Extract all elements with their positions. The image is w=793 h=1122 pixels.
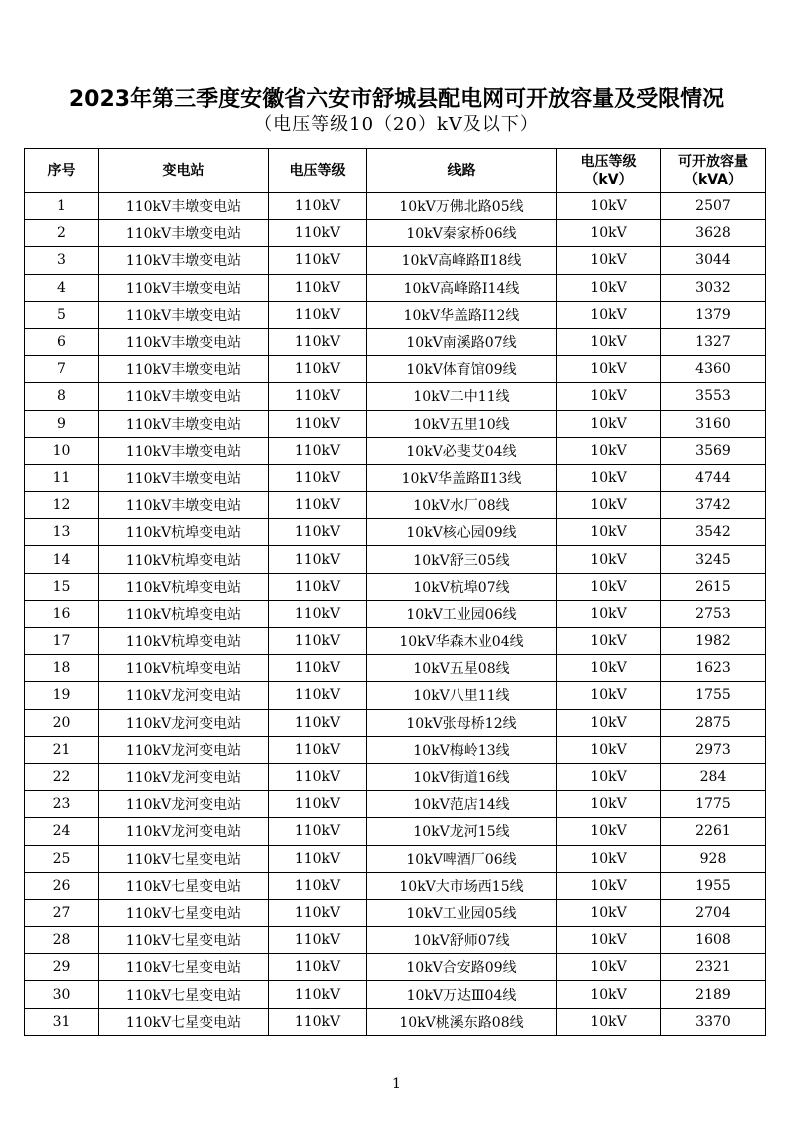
cell-substation: 110kV龙河变电站 (99, 791, 269, 818)
cell-capacity: 1608 (661, 927, 766, 954)
cell-index: 11 (25, 464, 99, 491)
table-row (25, 845, 766, 872)
cell-index: 14 (25, 546, 99, 573)
cell-substation: 110kV杭埠变电站 (99, 519, 269, 546)
cell-capacity: 4360 (661, 356, 766, 383)
cell-voltage: 110kV (269, 492, 367, 519)
cell-line: 10kV大市场西15线 (367, 872, 557, 899)
header-line-voltage-unit: （kV） (584, 171, 633, 188)
cell-index: 6 (25, 328, 99, 355)
cell-capacity: 3569 (661, 437, 766, 464)
cell-voltage: 110kV (269, 763, 367, 790)
cell-substation: 110kV丰墩变电站 (99, 220, 269, 247)
header-capacity-unit: （kVA） (683, 171, 743, 188)
cell-line: 10kV华盖路Ⅰ12线 (367, 301, 557, 328)
cell-voltage: 110kV (269, 845, 367, 872)
document-title: 2023年第三季度安徽省六安市舒城县配电网可开放容量及受限情况 (68, 87, 725, 112)
cell-capacity: 284 (661, 763, 766, 790)
cell-capacity: 1955 (661, 872, 766, 899)
cell-index: 19 (25, 682, 99, 709)
cell-index: 27 (25, 899, 99, 926)
cell-capacity: 1775 (661, 791, 766, 818)
cell-index: 17 (25, 628, 99, 655)
cell-voltage: 110kV (269, 247, 367, 274)
cell-voltage: 110kV (269, 437, 367, 464)
table-row (25, 573, 766, 600)
table-row (25, 519, 766, 546)
cell-line-voltage: 10kV (557, 954, 661, 981)
cell-capacity: 3553 (661, 383, 766, 410)
cell-voltage: 110kV (269, 383, 367, 410)
cell-substation: 110kV七星变电站 (99, 927, 269, 954)
cell-line: 10kV二中11线 (367, 383, 557, 410)
table-row (25, 682, 766, 709)
cell-line-voltage: 10kV (557, 682, 661, 709)
table-row (25, 301, 766, 328)
table-row (25, 193, 766, 220)
cell-capacity: 2704 (661, 899, 766, 926)
cell-substation: 110kV龙河变电站 (99, 763, 269, 790)
cell-line-voltage: 10kV (557, 763, 661, 790)
cell-substation: 110kV丰墩变电站 (99, 301, 269, 328)
cell-line: 10kV高峰路Ⅰ14线 (367, 274, 557, 301)
header-row (25, 149, 766, 193)
cell-line: 10kV核心园09线 (367, 519, 557, 546)
cell-capacity: 1623 (661, 655, 766, 682)
cell-voltage: 110kV (269, 682, 367, 709)
cell-capacity: 928 (661, 845, 766, 872)
cell-index: 3 (25, 247, 99, 274)
cell-line-voltage: 10kV (557, 492, 661, 519)
cell-voltage: 110kV (269, 328, 367, 355)
cell-substation: 110kV丰墩变电站 (99, 193, 269, 220)
cell-line-voltage: 10kV (557, 845, 661, 872)
cell-line: 10kV水厂08线 (367, 492, 557, 519)
header-line-voltage (557, 149, 661, 193)
cell-line-voltage: 10kV (557, 301, 661, 328)
cell-line: 10kV舒三05线 (367, 546, 557, 573)
cell-line-voltage: 10kV (557, 600, 661, 627)
cell-substation: 110kV丰墩变电站 (99, 328, 269, 355)
table-row (25, 954, 766, 981)
cell-index: 8 (25, 383, 99, 410)
table-row (25, 410, 766, 437)
table-row (25, 927, 766, 954)
cell-line: 10kV体育馆09线 (367, 356, 557, 383)
cell-line-voltage: 10kV (557, 247, 661, 274)
cell-index: 15 (25, 573, 99, 600)
cell-capacity: 2321 (661, 954, 766, 981)
cell-voltage: 110kV (269, 628, 367, 655)
cell-line: 10kV范店14线 (367, 791, 557, 818)
cell-voltage: 110kV (269, 519, 367, 546)
cell-line: 10kV合安路09线 (367, 954, 557, 981)
cell-line-voltage: 10kV (557, 410, 661, 437)
cell-line: 10kV秦家桥06线 (367, 220, 557, 247)
cell-voltage: 110kV (269, 220, 367, 247)
cell-capacity: 3032 (661, 274, 766, 301)
cell-substation: 110kV杭埠变电站 (99, 546, 269, 573)
cell-capacity: 1327 (661, 328, 766, 355)
table-body (25, 193, 766, 1036)
table-row (25, 328, 766, 355)
cell-index: 7 (25, 356, 99, 383)
cell-line-voltage: 10kV (557, 274, 661, 301)
cell-substation: 110kV杭埠变电站 (99, 655, 269, 682)
cell-line-voltage: 10kV (557, 193, 661, 220)
cell-voltage: 110kV (269, 546, 367, 573)
cell-index: 18 (25, 655, 99, 682)
cell-line-voltage: 10kV (557, 899, 661, 926)
cell-line: 10kV万达Ⅲ04线 (367, 981, 557, 1008)
cell-line: 10kV啤酒厂06线 (367, 845, 557, 872)
cell-index: 24 (25, 818, 99, 845)
cell-substation: 110kV七星变电站 (99, 872, 269, 899)
table-row (25, 492, 766, 519)
cell-index: 23 (25, 791, 99, 818)
cell-line-voltage: 10kV (557, 328, 661, 355)
cell-index: 30 (25, 981, 99, 1008)
cell-capacity: 3245 (661, 546, 766, 573)
cell-line-voltage: 10kV (557, 546, 661, 573)
cell-line-voltage: 10kV (557, 628, 661, 655)
cell-index: 31 (25, 1008, 99, 1035)
cell-voltage: 110kV (269, 274, 367, 301)
cell-substation: 110kV丰墩变电站 (99, 274, 269, 301)
cell-line: 10kV龙河15线 (367, 818, 557, 845)
capacity-table (24, 148, 766, 1036)
cell-substation: 110kV七星变电站 (99, 899, 269, 926)
cell-capacity: 3044 (661, 247, 766, 274)
cell-line-voltage: 10kV (557, 818, 661, 845)
cell-voltage: 110kV (269, 573, 367, 600)
cell-substation: 110kV杭埠变电站 (99, 573, 269, 600)
cell-substation: 110kV龙河变电站 (99, 682, 269, 709)
cell-voltage: 110kV (269, 981, 367, 1008)
cell-substation: 110kV龙河变电站 (99, 818, 269, 845)
cell-capacity: 3628 (661, 220, 766, 247)
cell-substation: 110kV龙河变电站 (99, 709, 269, 736)
cell-capacity: 3160 (661, 410, 766, 437)
table-row (25, 655, 766, 682)
cell-substation: 110kV丰墩变电站 (99, 410, 269, 437)
table-row (25, 763, 766, 790)
cell-line: 10kV工业园06线 (367, 600, 557, 627)
cell-voltage: 110kV (269, 927, 367, 954)
cell-voltage: 110kV (269, 818, 367, 845)
cell-line-voltage: 10kV (557, 709, 661, 736)
cell-voltage: 110kV (269, 1008, 367, 1035)
cell-line: 10kV街道16线 (367, 763, 557, 790)
table-row (25, 872, 766, 899)
cell-voltage: 110kV (269, 600, 367, 627)
cell-voltage: 110kV (269, 872, 367, 899)
cell-voltage: 110kV (269, 301, 367, 328)
cell-index: 4 (25, 274, 99, 301)
cell-line-voltage: 10kV (557, 383, 661, 410)
cell-substation: 110kV杭埠变电站 (99, 628, 269, 655)
table-header (25, 149, 766, 193)
header-index: 序号 (25, 149, 99, 193)
table-row (25, 1008, 766, 1035)
cell-line-voltage: 10kV (557, 519, 661, 546)
cell-substation: 110kV龙河变电站 (99, 736, 269, 763)
cell-line: 10kV五星08线 (367, 655, 557, 682)
cell-capacity: 1755 (661, 682, 766, 709)
cell-index: 13 (25, 519, 99, 546)
cell-capacity: 3542 (661, 519, 766, 546)
cell-line-voltage: 10kV (557, 220, 661, 247)
cell-index: 21 (25, 736, 99, 763)
cell-voltage: 110kV (269, 464, 367, 491)
cell-line: 10kV梅岭13线 (367, 736, 557, 763)
cell-line-voltage: 10kV (557, 573, 661, 600)
cell-capacity: 1379 (661, 301, 766, 328)
cell-line: 10kV华盖路Ⅱ13线 (367, 464, 557, 491)
cell-line: 10kV南溪路07线 (367, 328, 557, 355)
table-row (25, 709, 766, 736)
cell-line-voltage: 10kV (557, 464, 661, 491)
header-capacity (661, 149, 766, 193)
cell-index: 2 (25, 220, 99, 247)
cell-substation: 110kV杭埠变电站 (99, 600, 269, 627)
cell-line-voltage: 10kV (557, 655, 661, 682)
cell-index: 20 (25, 709, 99, 736)
cell-voltage: 110kV (269, 899, 367, 926)
cell-line-voltage: 10kV (557, 791, 661, 818)
cell-line: 10kV高峰路Ⅱ18线 (367, 247, 557, 274)
cell-line-voltage: 10kV (557, 927, 661, 954)
page-number: 1 (392, 1076, 401, 1092)
document-subtitle: （电压等级10（20）kV及以下） (254, 114, 539, 135)
cell-voltage: 110kV (269, 356, 367, 383)
cell-voltage: 110kV (269, 655, 367, 682)
cell-line: 10kV万佛北路05线 (367, 193, 557, 220)
cell-capacity: 2507 (661, 193, 766, 220)
table-row (25, 791, 766, 818)
cell-voltage: 110kV (269, 954, 367, 981)
cell-voltage: 110kV (269, 410, 367, 437)
cell-substation: 110kV丰墩变电站 (99, 247, 269, 274)
cell-line-voltage: 10kV (557, 1008, 661, 1035)
table-row (25, 600, 766, 627)
cell-line-voltage: 10kV (557, 872, 661, 899)
table-row (25, 274, 766, 301)
cell-substation: 110kV七星变电站 (99, 954, 269, 981)
cell-substation: 110kV丰墩变电站 (99, 437, 269, 464)
cell-capacity: 2973 (661, 736, 766, 763)
cell-voltage: 110kV (269, 193, 367, 220)
cell-line: 10kV舒师07线 (367, 927, 557, 954)
table-row (25, 546, 766, 573)
cell-index: 28 (25, 927, 99, 954)
cell-substation: 110kV丰墩变电站 (99, 356, 269, 383)
header-line: 线路 (367, 149, 557, 193)
cell-substation: 110kV丰墩变电站 (99, 383, 269, 410)
cell-index: 29 (25, 954, 99, 981)
cell-capacity: 2189 (661, 981, 766, 1008)
table-row (25, 437, 766, 464)
cell-line: 10kV桃溪东路08线 (367, 1008, 557, 1035)
cell-line: 10kV张母桥12线 (367, 709, 557, 736)
cell-line-voltage: 10kV (557, 736, 661, 763)
cell-substation: 110kV七星变电站 (99, 1008, 269, 1035)
table-row (25, 383, 766, 410)
cell-line-voltage: 10kV (557, 981, 661, 1008)
cell-line: 10kV工业园05线 (367, 899, 557, 926)
table-row (25, 899, 766, 926)
table-row (25, 818, 766, 845)
cell-capacity: 2875 (661, 709, 766, 736)
table-row (25, 981, 766, 1008)
table-row (25, 247, 766, 274)
cell-line: 10kV五里10线 (367, 410, 557, 437)
cell-line: 10kV华森木业04线 (367, 628, 557, 655)
cell-voltage: 110kV (269, 791, 367, 818)
cell-capacity: 2615 (661, 573, 766, 600)
cell-line-voltage: 10kV (557, 437, 661, 464)
cell-index: 5 (25, 301, 99, 328)
cell-index: 16 (25, 600, 99, 627)
cell-voltage: 110kV (269, 736, 367, 763)
table-row (25, 628, 766, 655)
cell-index: 26 (25, 872, 99, 899)
table-row (25, 220, 766, 247)
cell-substation: 110kV丰墩变电站 (99, 464, 269, 491)
cell-capacity: 1982 (661, 628, 766, 655)
cell-substation: 110kV丰墩变电站 (99, 492, 269, 519)
header-substation: 变电站 (99, 149, 269, 193)
cell-voltage: 110kV (269, 709, 367, 736)
header-capacity-label: 可开放容量 (678, 153, 748, 170)
cell-index: 9 (25, 410, 99, 437)
cell-line-voltage: 10kV (557, 356, 661, 383)
cell-index: 10 (25, 437, 99, 464)
cell-capacity: 2753 (661, 600, 766, 627)
cell-capacity: 3370 (661, 1008, 766, 1035)
cell-capacity: 3742 (661, 492, 766, 519)
table-row (25, 356, 766, 383)
cell-line: 10kV必斐艾04线 (367, 437, 557, 464)
header-voltage: 电压等级 (269, 149, 367, 193)
cell-line: 10kV八里11线 (367, 682, 557, 709)
cell-index: 22 (25, 763, 99, 790)
cell-capacity: 4744 (661, 464, 766, 491)
cell-substation: 110kV七星变电站 (99, 981, 269, 1008)
cell-index: 1 (25, 193, 99, 220)
cell-capacity: 2261 (661, 818, 766, 845)
cell-index: 12 (25, 492, 99, 519)
header-line-voltage-label: 电压等级 (580, 153, 637, 170)
table-row (25, 464, 766, 491)
cell-substation: 110kV七星变电站 (99, 845, 269, 872)
cell-line: 10kV杭埠07线 (367, 573, 557, 600)
cell-index: 25 (25, 845, 99, 872)
table-row (25, 736, 766, 763)
